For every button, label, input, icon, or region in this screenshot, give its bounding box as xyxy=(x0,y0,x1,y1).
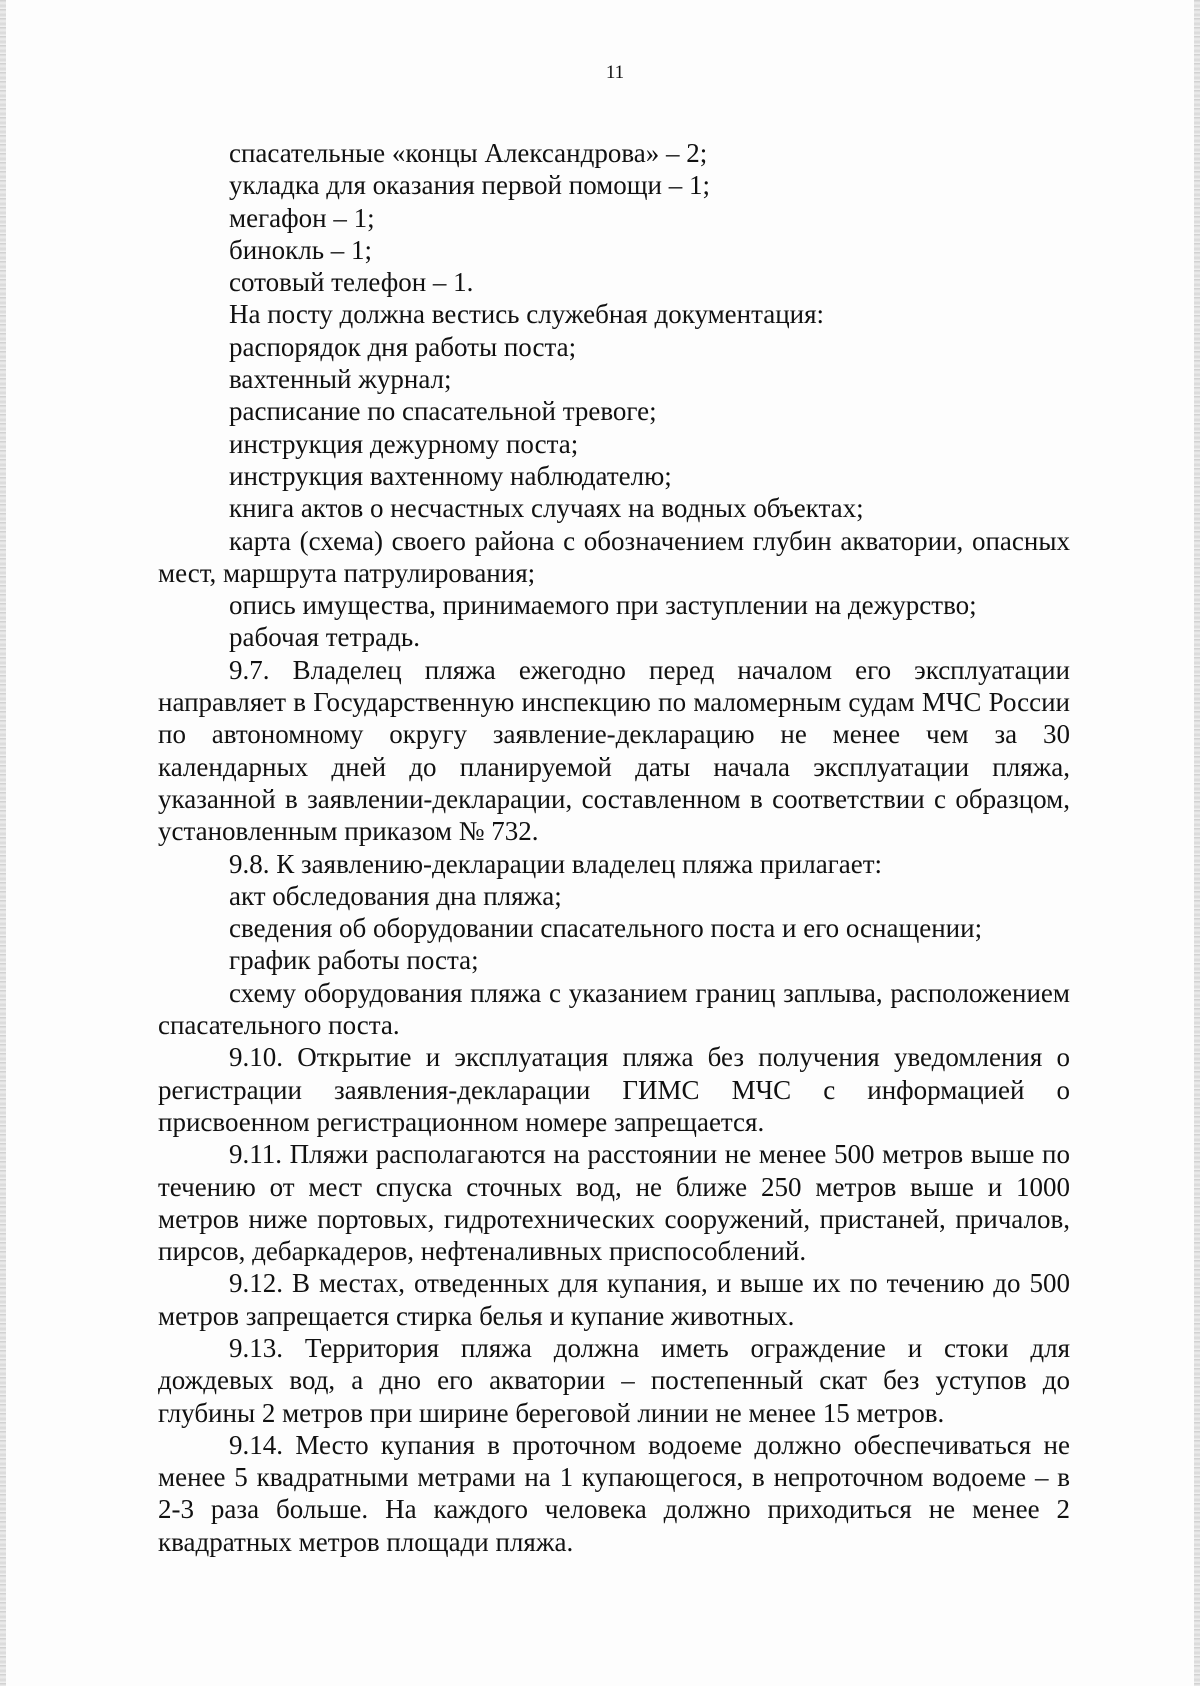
paragraph: инструкция дежурному поста; xyxy=(229,428,579,459)
paragraph: сотовый телефон – 1. xyxy=(229,267,474,298)
scan-edge-right xyxy=(1194,0,1200,1686)
paragraph: инструкция вахтенному наблюдателю; xyxy=(229,460,672,491)
paragraph: опись имущества, принимаемого при заступлении на дежурство; xyxy=(229,590,977,621)
paragraph: 9.14. Место купания в проточном водоеме должно обеспечиваться не менее 5 квадратными метрами на 1 купающегося, в непроточном водоеме – в 2-3 раза больше. На каждого человека должно приходиться не менее 2 квадратных метров площади пляжа. xyxy=(158,1429,1070,1557)
paragraph: 9.10. Открытие и эксплуатация пляжа без получения уведомления о регистрации заявления-декларации ГИМС МЧС с информацией о присвоенном регистрационном номере запрещается. xyxy=(158,1042,1070,1137)
paragraph: мегафон – 1; xyxy=(229,202,375,233)
paragraph: распорядок дня работы поста; xyxy=(229,331,577,362)
paragraph: На посту должна вестись служебная документация: xyxy=(229,299,825,330)
paragraph: сведения об оборудовании спасательного поста и его оснащении; xyxy=(229,913,983,944)
paragraph: 9.13. Территория пляжа должна иметь ограждение и стоки для дождевых вод, а дно его акватории – постепенный скат без уступов до глубины 2 метров при ширине береговой линии не менее 15 метров. xyxy=(158,1332,1070,1428)
paragraph: книга актов о несчастных случаях на водных объектах; xyxy=(229,493,864,524)
paragraph: 9.8. К заявлению-декларации владелец пляжа прилагает: xyxy=(229,848,883,879)
paragraph: вахтенный журнал; xyxy=(229,364,452,395)
document-body xyxy=(158,137,1070,1558)
scan-edge-left xyxy=(0,0,6,1686)
paragraph: 9.11. Пляжи располагаются на расстоянии не менее 500 метров выше по течению от мест спуска сточных вод, не ближе 250 метров выше и 1000 метров ниже портовых, гидротехнических сооружений, пристаней, причалов, пирсов, дебаркадеров, нефтеналивных приспособлений. xyxy=(158,1139,1070,1267)
paragraph: спасательные «концы Александрова» – 2; xyxy=(229,138,708,168)
paragraph: график работы поста; xyxy=(229,945,479,976)
paragraph: карта (схема) своего района с обозначением глубин акватории, опасных мест, маршрута патрулирования; xyxy=(158,525,1070,588)
paragraph: 9.12. В местах, отведенных для купания, и выше их по течению до 500 метров запрещается стирка белья и купание животных. xyxy=(158,1268,1070,1331)
paragraph: схему оборудования пляжа с указанием границ заплыва, расположением спасательного поста. xyxy=(158,977,1070,1041)
paragraph: 9.7. Владелец пляжа ежегодно перед началом его эксплуатации направляет в Государственную инспекцию по маломерным судам МЧС России по автономному округу заявление-декларацию не менее чем за 30 календарных дней до планируемой даты начала эксплуатации пляжа, указанной в заявлении-декларации, составленном в соответствии с образцом, установленным приказом № 732. xyxy=(158,654,1070,847)
page-number: 11 xyxy=(605,62,625,83)
paragraph: рабочая тетрадь. xyxy=(229,622,420,653)
paragraph: расписание по спасательной тревоге; xyxy=(229,396,657,427)
paragraph: бинокль – 1; xyxy=(229,234,373,265)
paragraph: акт обследования дна пляжа; xyxy=(229,880,562,911)
paragraph: укладка для оказания первой помощи – 1; xyxy=(229,170,711,201)
